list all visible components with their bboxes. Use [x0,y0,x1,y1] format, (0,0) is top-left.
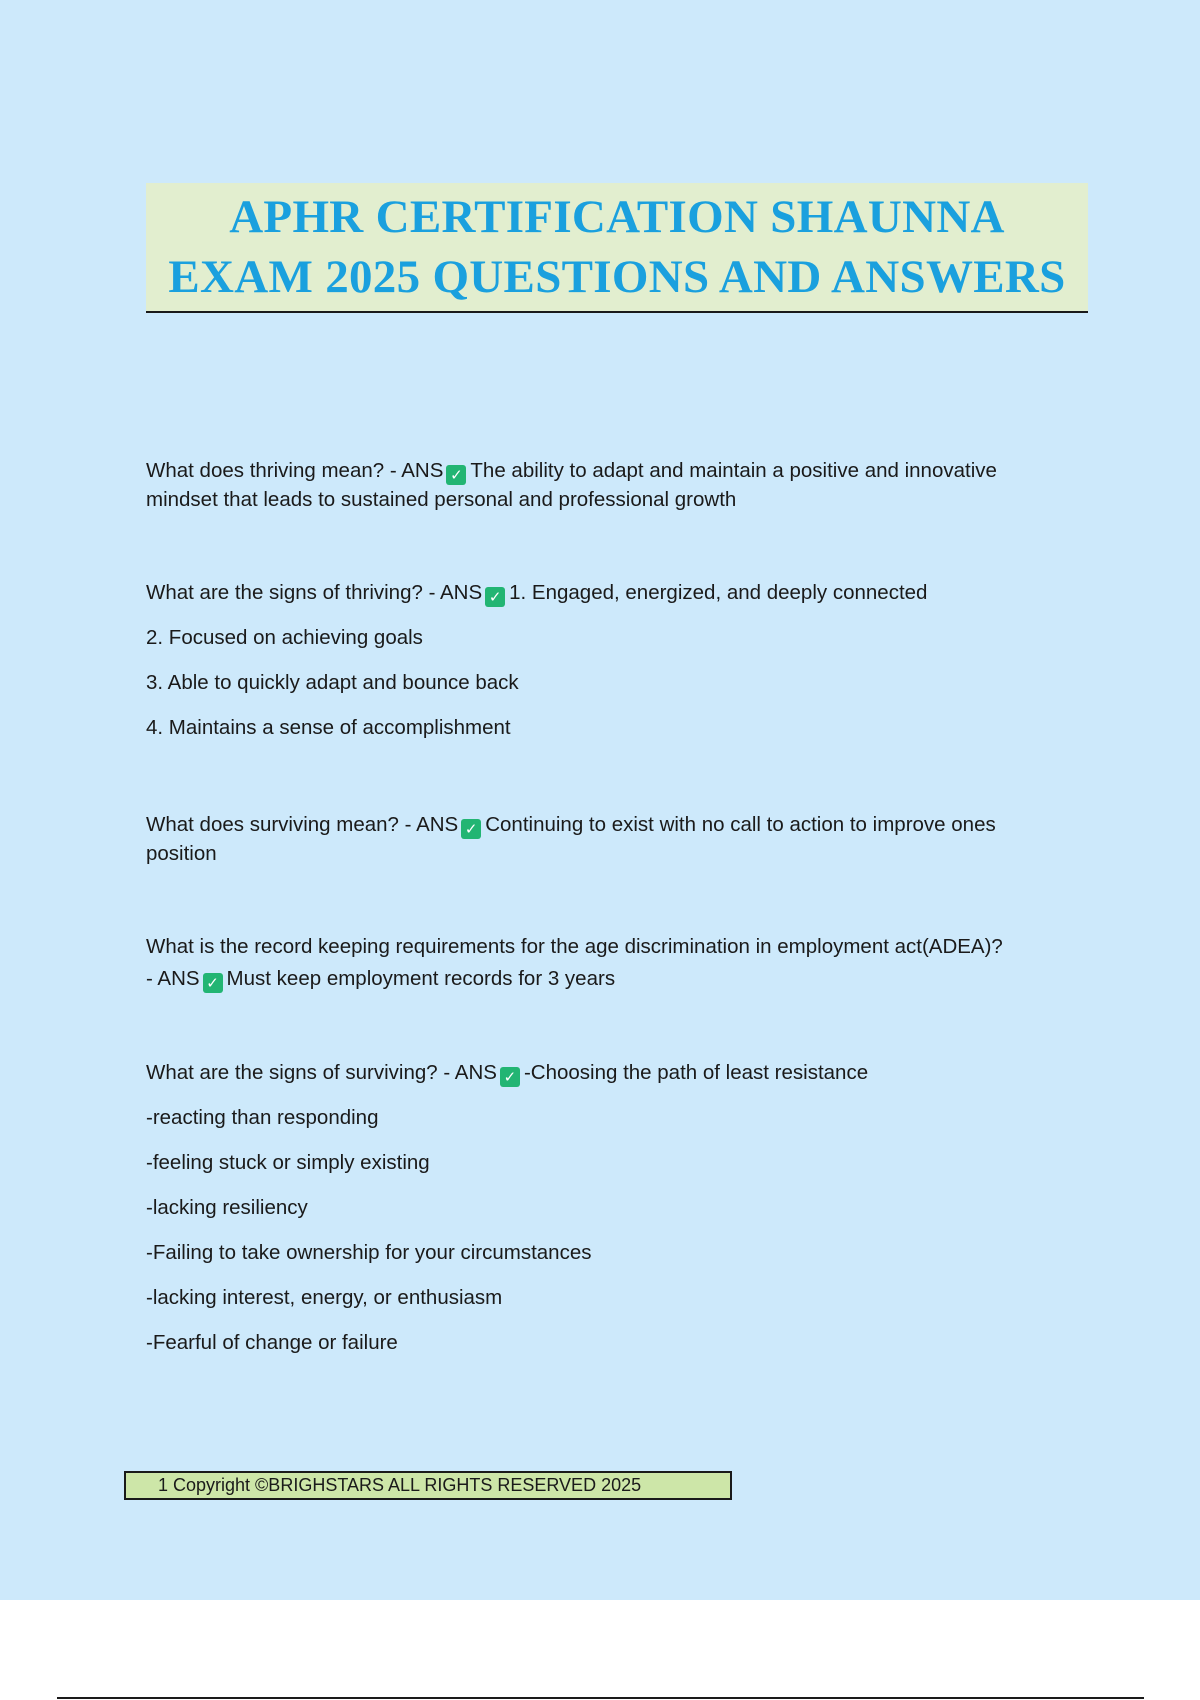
copyright-text: 1 Copyright ©BRIGHSTARS ALL RIGHTS RESERVED 2025 [158,1475,642,1495]
check-mark-icon: ✓ [461,819,481,839]
check-mark-icon: ✓ [203,973,223,993]
answer-marker: - ANS [146,967,200,990]
qa-line [146,456,1086,485]
list-item: -Fearful of change or failure [146,1331,398,1354]
page-title-line-1: APHR CERTIFICATION SHAUNNA [229,191,1005,243]
answer-marker: - ANS [443,1061,497,1084]
answer-text: The ability to adapt and maintain a positive and innovative [470,459,997,482]
copyright-footer [124,1471,732,1500]
qa-block-thriving-signs [146,578,1086,742]
question-text: What are the signs of thriving? [146,581,423,604]
answer-text: 1. Engaged, energized, and deeply connected [509,581,928,604]
answer-marker: - ANS [404,813,459,836]
title-banner [146,183,1088,313]
qa-line [146,810,1086,839]
answer-marker: - ANS [389,459,444,482]
qa-block-surviving-signs [146,1058,1086,1357]
list-item: -Failing to take ownership for your circumstances [146,1241,592,1264]
check-mark-icon: ✓ [485,587,505,607]
question-text: What does thriving mean? [146,459,385,482]
answer-continuation: mindset that leads to sustained personal and professional growth [146,488,737,511]
check-mark-icon: ✓ [446,465,466,485]
question-text: What is the record keeping requirements for the age discrimination in employment act(ADEA)? [146,935,1003,958]
qa-block-surviving-meaning [146,810,1086,868]
qa-line [146,578,1086,607]
list-item: 4. Maintains a sense of accomplishment [146,716,511,739]
page-divider [57,1697,1144,1699]
qa-block-thriving-meaning [146,456,1086,514]
answer-text: Must keep employment records for 3 years [226,967,616,990]
question-text: What are the signs of surviving? [146,1061,438,1084]
check-mark-icon: ✓ [500,1067,520,1087]
list-item: -reacting than responding [146,1106,379,1129]
qa-line [146,963,1086,995]
list-item: -lacking interest, energy, or enthusiasm [146,1286,503,1309]
qa-line [146,1058,1086,1087]
page-title-line-2: EXAM 2025 QUESTIONS AND ANSWERS [168,251,1066,303]
list-item: -lacking resiliency [146,1196,308,1219]
answer-text: Continuing to exist with no call to action to improve ones [485,813,996,836]
answer-marker: - ANS [428,581,483,604]
qa-block-adea-records [146,931,1086,995]
answer-continuation: position [146,842,217,865]
question-text: What does surviving mean? [146,813,399,836]
list-item: 3. Able to quickly adapt and bounce back [146,671,519,694]
list-item: -feeling stuck or simply existing [146,1151,430,1174]
list-item: 2. Focused on achieving goals [146,626,423,649]
answer-text: -Choosing the path of least resistance [523,1061,869,1084]
